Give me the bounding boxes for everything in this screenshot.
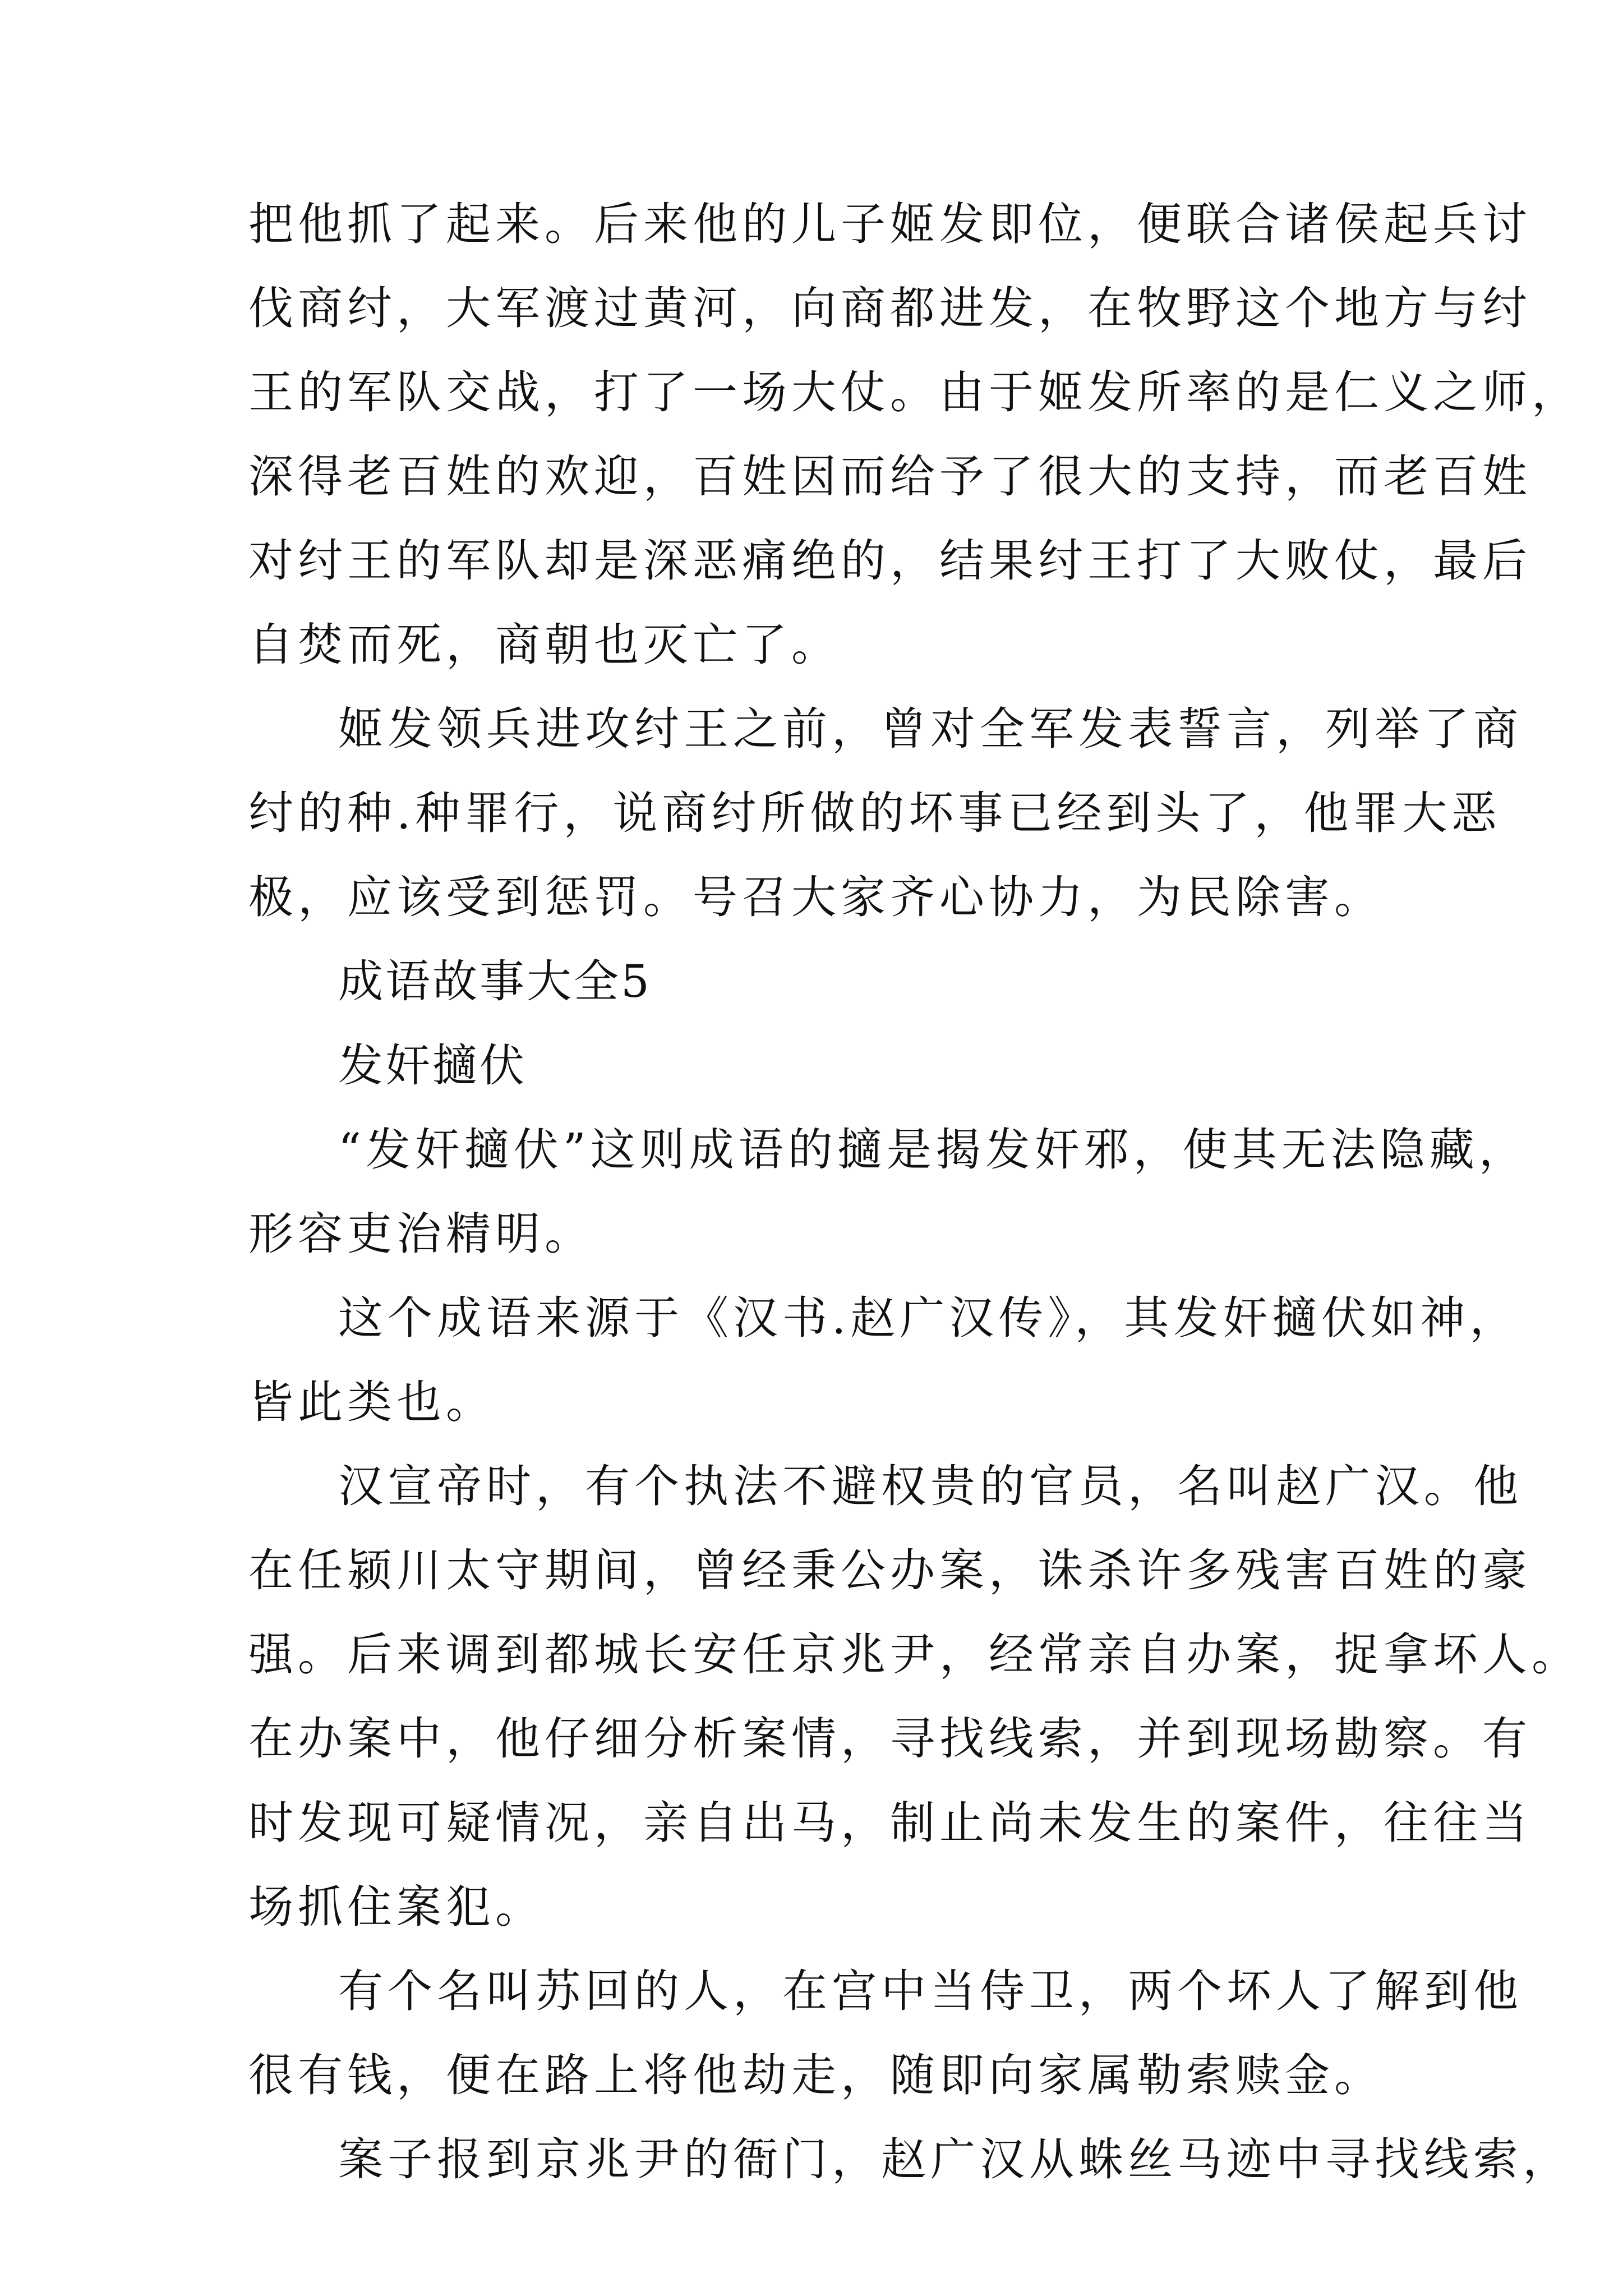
text-line: 在任颍川太守期间，曾经秉公办案，诛杀许多残害百姓的豪 (248, 1544, 1532, 1596)
text-line: 极，应该受到惩罚。号召大家齐心协力，为民除害。 (248, 871, 1384, 923)
text-line: 伐商纣，大军渡过黄河，向商都进发，在牧野这个地方与纣 (248, 282, 1532, 334)
text-line: 自焚而死，商朝也灭亡了。 (248, 619, 841, 671)
text-line: 对纣王的军队却是深恶痛绝的，结果纣王打了大败仗，最后 (248, 535, 1532, 587)
document-body (248, 182, 1581, 2202)
paragraph-start: 案子报到京兆尹的衙门，赵广汉从蛛丝马迹中寻找线索， (338, 2133, 1572, 2185)
text-line: 把他抓了起来。后来他的儿子姬发即位，便联合诸侯起兵讨 (248, 198, 1532, 250)
text-line: 王的军队交战，打了一场大仗。由于姬发所率的是仁义之师， (248, 366, 1581, 418)
text-line: 在办案中，他仔细分析案情，寻找线索，并到现场勘察。有 (248, 1713, 1532, 1765)
text-line: 深得老百姓的欢迎，百姓因而给予了很大的支持，而老百姓 (248, 450, 1532, 503)
idiom-title: 发奸擿伏 (338, 1039, 527, 1092)
paragraph-start: 姬发领兵进攻纣王之前，曾对全军发表誓言，列举了商 (338, 703, 1523, 755)
text-line: 场抓住案犯。 (248, 1881, 545, 1933)
paragraph-start: “发奸擿伏”这则成语的擿是揭发奸邪，使其无法隐藏， (338, 1124, 1528, 1176)
section-heading: 成语故事大全5 (338, 955, 652, 1007)
text-line: 时发现可疑情况，亲自出马，制止尚未发生的案件，往往当 (248, 1797, 1532, 1849)
text-line: 形容吏治精明。 (248, 1208, 594, 1260)
text-line: 皆此类也。 (248, 1376, 495, 1428)
text-line: 强。后来调到都城长安任京兆尹，经常亲自办案，捉拿坏人。 (248, 1628, 1581, 1681)
text-line: 很有钱，便在路上将他劫走，随即向家属勒索赎金。 (248, 2049, 1384, 2101)
text-line: 纣的种.种罪行，说商纣所做的坏事已经到头了，他罪大恶 (248, 787, 1501, 839)
paragraph-start: 汉宣帝时，有个执法不避权贵的官员，名叫赵广汉。他 (338, 1460, 1523, 1512)
paragraph-start: 这个成语来源于《汉书.赵广汉传》，其发奸擿伏如神， (338, 1292, 1519, 1344)
paragraph-start: 有个名叫苏回的人，在宫中当侍卫，两个坏人了解到他 (338, 1965, 1523, 2017)
